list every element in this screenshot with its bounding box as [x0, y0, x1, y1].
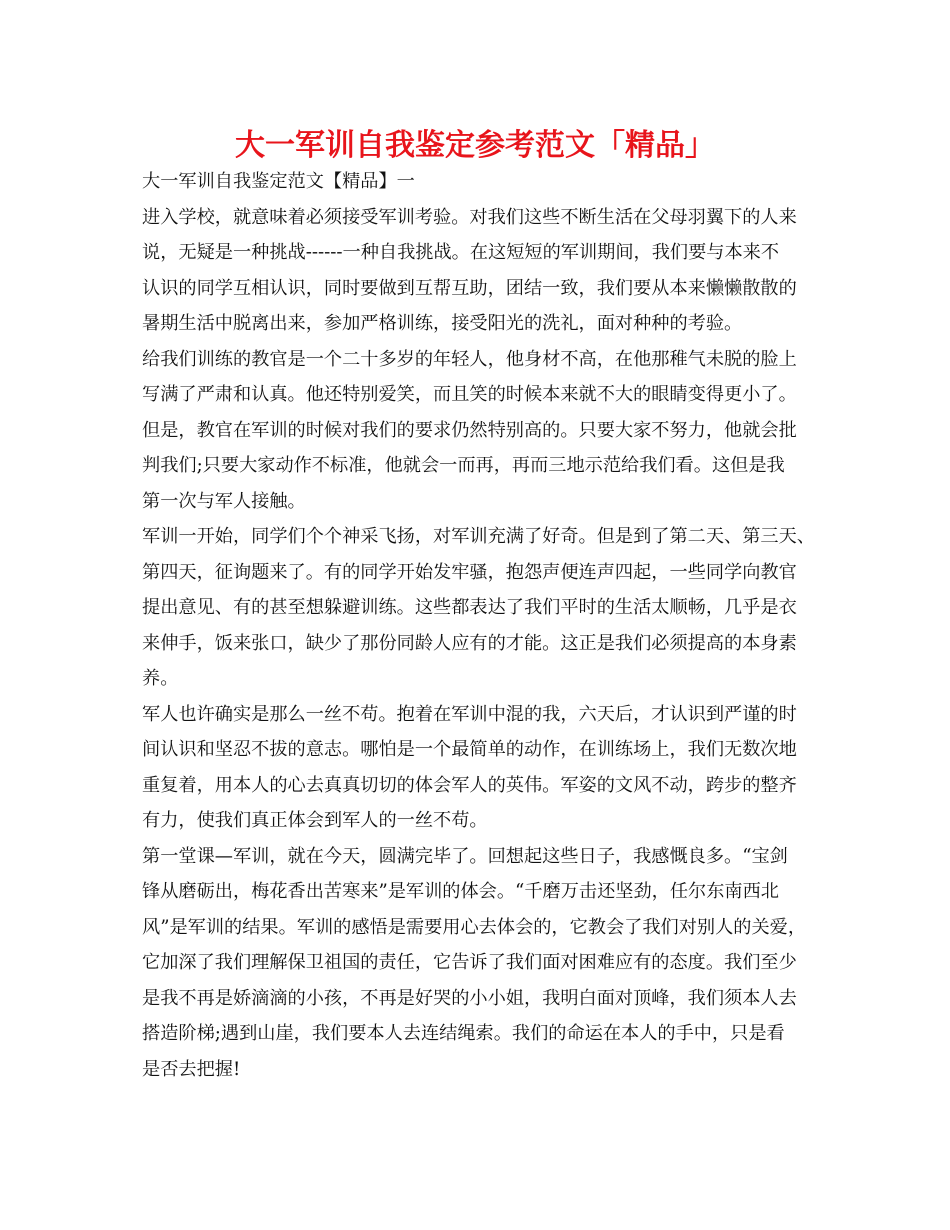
- document-title: 大一军训自我鉴定参考范文「精品」: [235, 128, 715, 163]
- text-line: 间认识和坚忍不拔的意志。哪怕是一个最简单的动作，在训练场上，我们无数次地: [142, 739, 797, 760]
- text-line: 提出意见、有的甚至想躲避训练。这些都表达了我们平时的生活太顺畅，几乎是衣: [142, 597, 797, 618]
- text-line: 写满了严肃和认真。他还特别爱笑，而且笑的时候本来就不大的眼睛变得更小了。: [142, 384, 797, 405]
- document-body: [142, 164, 822, 1087]
- text-line: 搭造阶梯;遇到山崖，我们要本人去连结绳索。我们的命运在本人的手中，只是看: [142, 1023, 785, 1044]
- text-line: 它加深了我们理解保卫祖国的责任，它告诉了我们面对困难应有的态度。我们至少: [142, 952, 797, 973]
- text-line: 暑期生活中脱离出来，参加严格训练，接受阳光的洗礼，面对种种的考验。: [142, 313, 743, 334]
- text-line: 第一堂课—军训，就在今天，圆满完毕了。回想起这些日子，我感慨良多。“宝剑: [142, 845, 788, 867]
- text-line: 风”是军训的结果。军训的感悟是需要用心去体会的，它教会了我们对别人的关爱，: [142, 916, 807, 938]
- text-line: 但是，教官在军训的时候对我们的要求仍然特别高的。只要大家不努力，他就会批: [142, 419, 797, 441]
- text-line: 来伸手，饭来张口，缺少了那份同龄人应有的才能。这正是我们必须提高的本身素: [142, 632, 797, 654]
- text-line: 是我不再是娇滴滴的小孩，不再是好哭的小小姐，我明白面对顶峰，我们须本人去: [142, 987, 797, 1009]
- text-line: 是否去把握!: [142, 1058, 241, 1080]
- text-line: 重复着，用本人的心去真真切切的体会军人的英伟。军姿的文风不动，跨步的整齐: [142, 774, 797, 796]
- text-line: 进入学校，就意味着必须接受军训考验。对我们这些不断生活在父母羽翼下的人来: [142, 206, 797, 228]
- text-line: 说，无疑是一种挑战------一种自我挑战。在这短短的军训期间，我们要与本来不: [142, 242, 780, 263]
- text-line: 判我们;只要大家动作不标准，他就会一而再，再而三地示范给我们看。这但是我: [142, 455, 785, 476]
- text-line: 第一次与军人接触。: [142, 490, 306, 512]
- text-line: 军人也许确实是那么一丝不苟。抱着在军训中混的我，六天后，才认识到严谨的时: [142, 703, 797, 725]
- text-line: 养。: [142, 668, 179, 689]
- text-line: 锋从磨砺出，梅花香出苦寒来”是军训的体会。“千磨万击还坚劲，任尔东南西北: [142, 881, 779, 902]
- text-line: 给我们训练的教官是一个二十多岁的年轻人，他身材不高，在他那稚气未脱的脸上: [142, 348, 797, 370]
- text-line: 有力，使我们真正体会到军人的一丝不苟。: [142, 810, 488, 831]
- text-line: 大一军训自我鉴定范文【精品】一: [142, 171, 415, 192]
- text-line: 第四天，征询题来了。有的同学开始发牢骚，抱怨声便连声四起，一些同学向教官: [142, 561, 797, 583]
- text-line: 认识的同学互相认识，同时要做到互帮互助，团结一致，我们要从本来懒懒散散的: [142, 277, 797, 299]
- text-line: 军训一开始，同学们个个神采飞扬，对军训充满了好奇。但是到了第二天、第三天、: [142, 526, 815, 547]
